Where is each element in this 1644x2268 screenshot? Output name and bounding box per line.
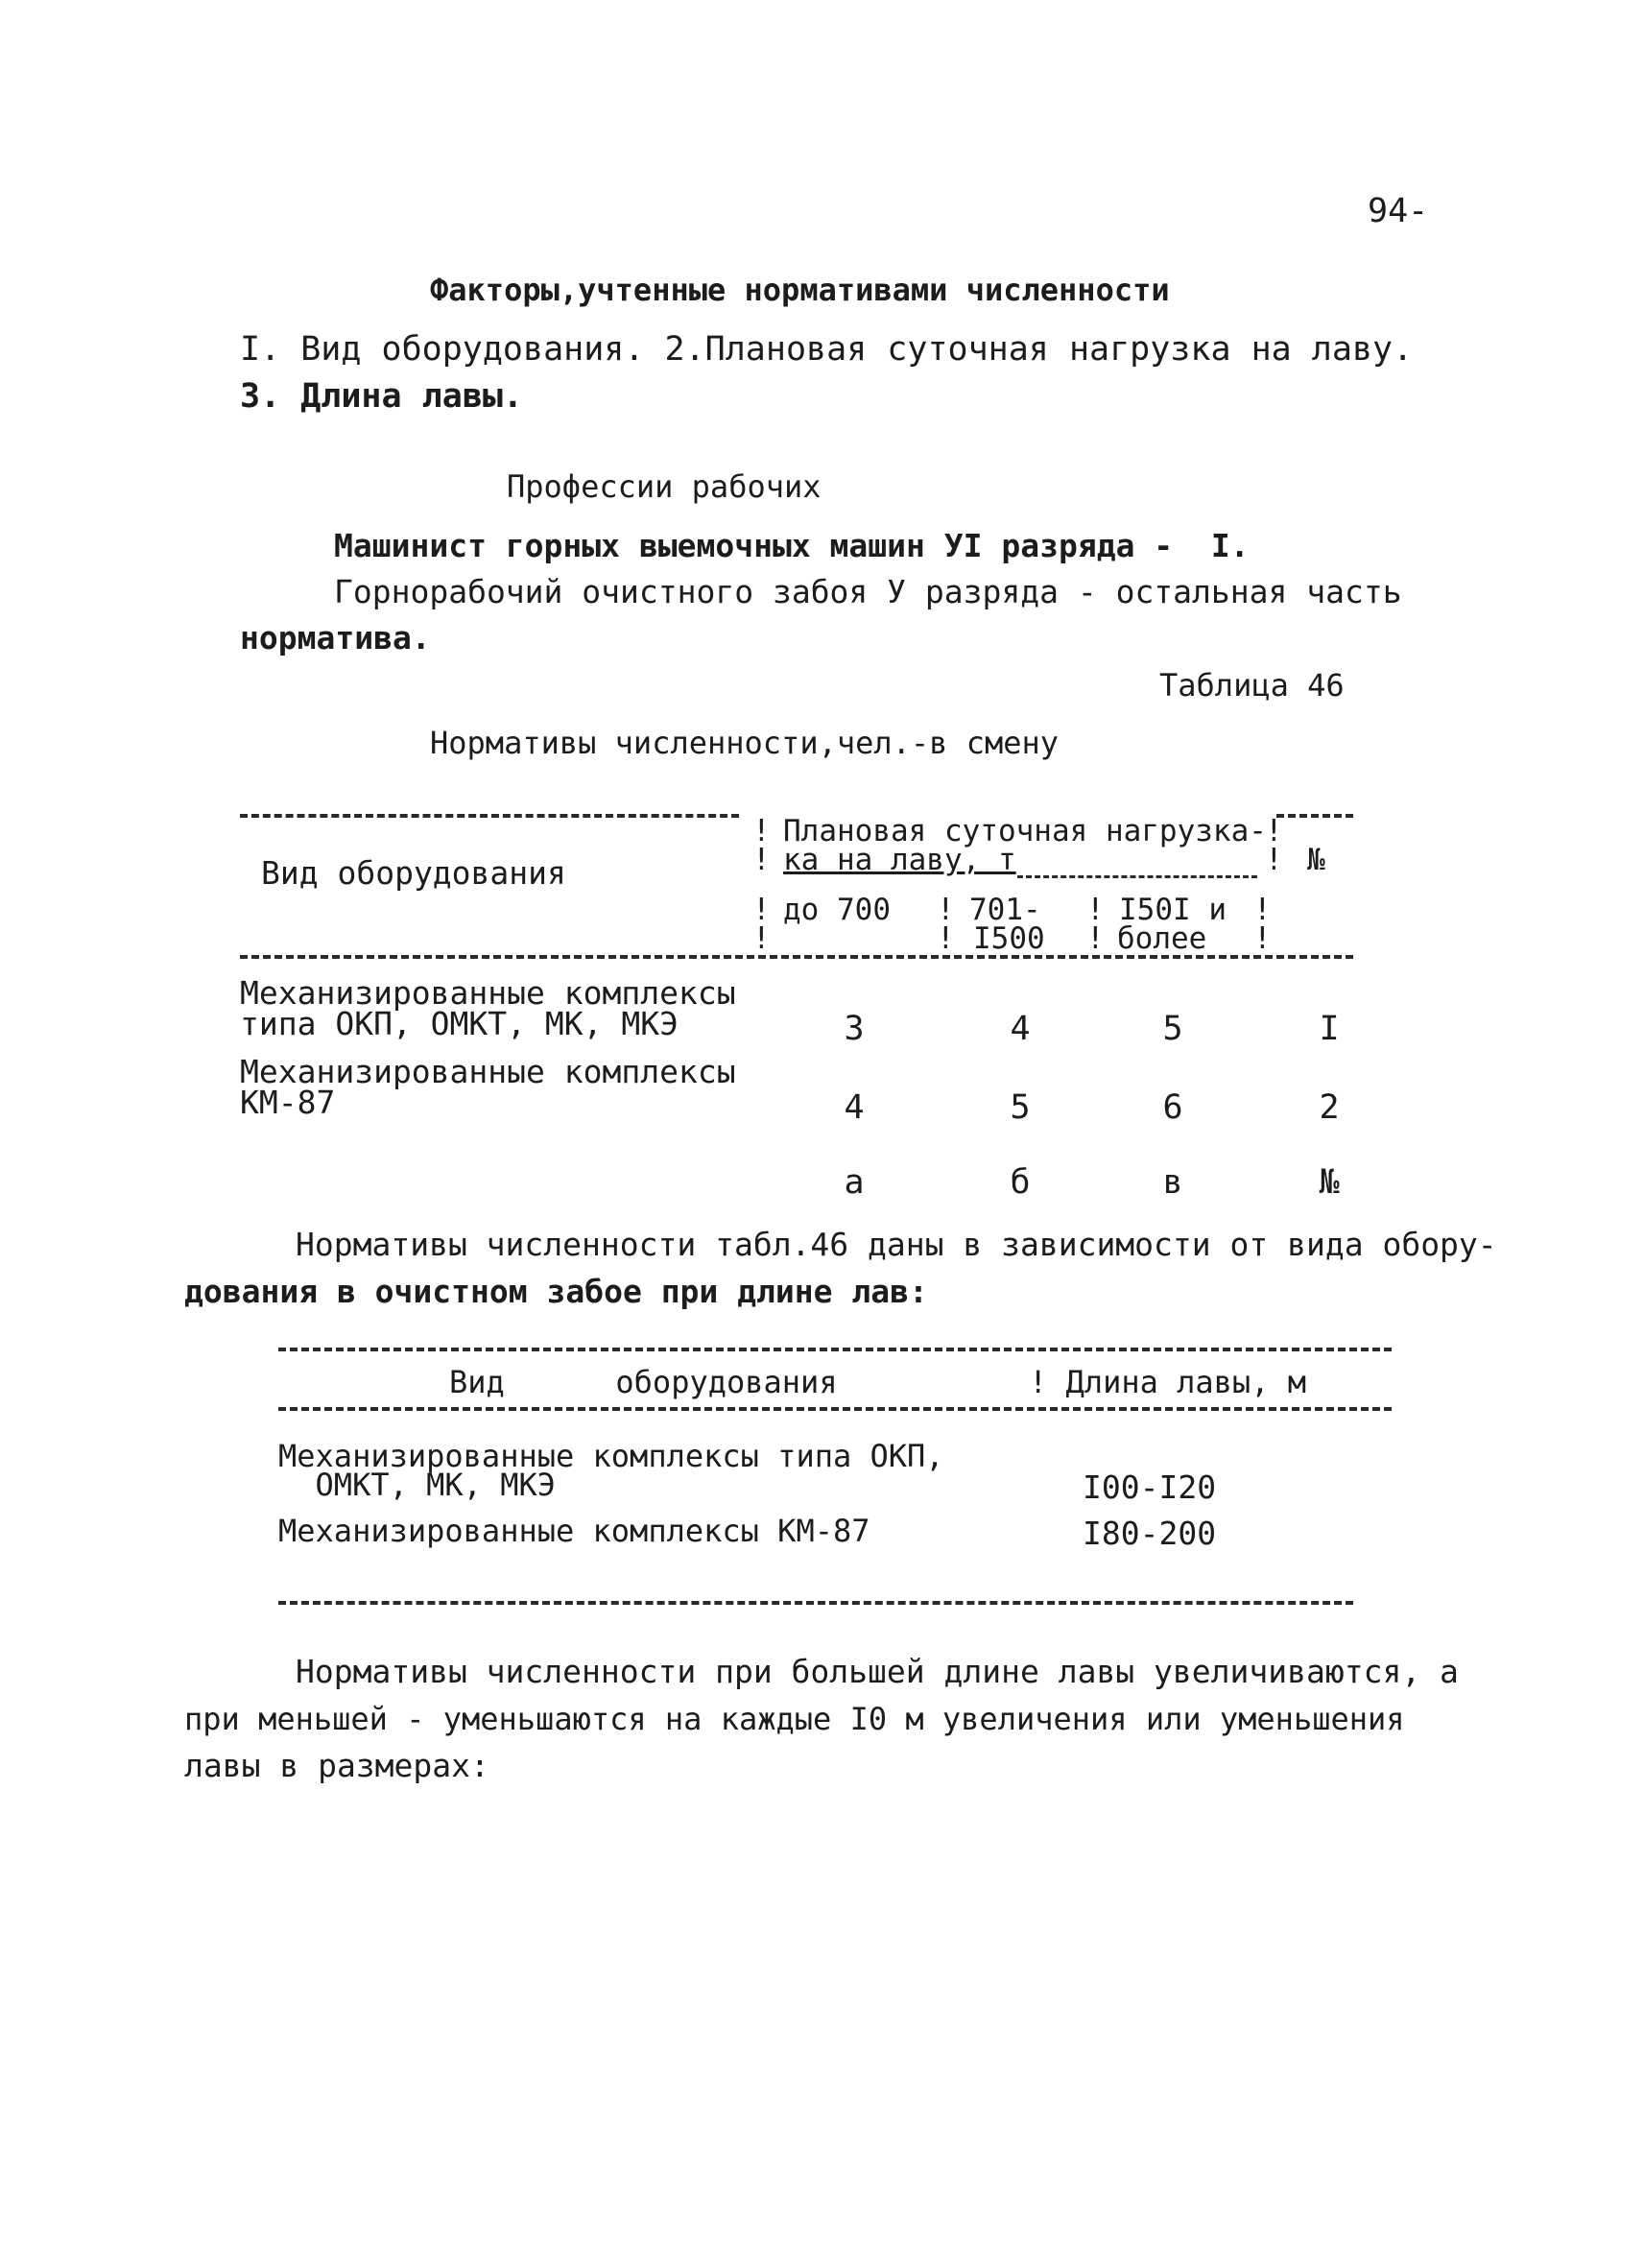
paragraph-2-line-3: лавы в размерах:: [184, 1747, 489, 1784]
page-number: 94-: [1368, 192, 1429, 230]
length-row-1-name-line-2: ОМКТ, МК, МКЭ: [278, 1467, 556, 1503]
professions-line-1: Машинист горных выемочных машин УI разряда - I.: [334, 527, 1250, 564]
table-rule: [1276, 814, 1353, 818]
header-num: №: [1307, 843, 1325, 877]
length-row-2-name-line-1: Механизированные комплексы КМ-87: [278, 1513, 870, 1549]
length-row-1-value: I00-I20: [1083, 1468, 1217, 1506]
row-1-number: I: [1319, 1010, 1340, 1048]
table-46-label: Таблица 46: [1159, 667, 1345, 704]
length-row-1-name-line-1: Механизированные комплексы типа ОКП,: [278, 1438, 944, 1474]
factors-line-2: 3. Длина лавы.: [240, 377, 524, 416]
row-2-name-line-2: КМ-87: [240, 1084, 336, 1121]
footer-col-b: б: [1010, 1163, 1031, 1202]
row-1-value-2: 4: [1010, 1010, 1031, 1048]
factors-title: Факторы,учтенные нормативами численности: [430, 272, 1170, 308]
header-col-2-line-1: 701-: [969, 893, 1041, 927]
header-separator: !: [1086, 921, 1105, 956]
header-separator: !: [1253, 921, 1272, 956]
table-rule: [278, 1407, 1392, 1411]
row-2-value-3: 6: [1162, 1088, 1183, 1127]
row-2-value-1: 4: [844, 1088, 865, 1127]
professions-line-3: норматива.: [240, 619, 431, 657]
header-separator: !: [1253, 893, 1272, 927]
length-row-2-value: I80-200: [1083, 1515, 1217, 1552]
header-separator: !: [752, 921, 771, 956]
table-rule: [278, 1348, 1392, 1351]
header-length: ! Длина лавы, м: [1029, 1364, 1306, 1400]
paragraph-1-line-2: дования в очистном забое при длине лав:: [184, 1273, 928, 1310]
row-1-name-line-1: Механизированные комплексы: [240, 974, 736, 1012]
header-load-group-line-1: Плановая суточная нагрузка-: [783, 814, 1267, 848]
header-separator: !: [937, 893, 955, 927]
professions-title: Профессии рабочих: [507, 468, 822, 505]
header-separator: !: [937, 921, 955, 956]
row-1-name-line-2: типа ОКП, ОМКТ, МК, МКЭ: [240, 1005, 679, 1042]
header-equipment: Вид оборудования: [449, 1364, 838, 1400]
header-col-2-line-2: I500: [973, 921, 1045, 956]
header-col-3-line-1: I50I и: [1119, 893, 1227, 927]
professions-line-2: Горнорабочий очистного забоя У разряда - остальная часть: [334, 573, 1402, 610]
row-1-value-1: 3: [844, 1010, 865, 1048]
table-46-caption: Нормативы численности,чел.-в смену: [430, 725, 1060, 761]
paragraph-2-line-2: при меньшей - уменьшаются на каждые I0 м увеличения или уменьшения: [184, 1701, 1405, 1737]
header-separator: !: [1086, 893, 1105, 927]
table-rule: [1017, 875, 1257, 878]
footer-col-num: №: [1319, 1163, 1340, 1202]
row-2-number: 2: [1319, 1088, 1340, 1127]
header-separator: !: [1265, 843, 1283, 877]
row-2-name-line-1: Механизированные комплексы: [240, 1053, 736, 1090]
row-1-value-3: 5: [1162, 1010, 1183, 1048]
header-separator: !: [1265, 814, 1283, 848]
header-load-group-line-2: ка на лаву, т: [783, 843, 1016, 877]
header-col-3-line-2: более: [1117, 921, 1207, 956]
header-col-1: до 700: [783, 893, 891, 927]
table-rule: [240, 955, 1353, 959]
paragraph-2-line-1: Нормативы численности при большей длине лавы увеличиваются, а: [296, 1653, 1459, 1690]
factors-line-1: I. Вид оборудования. 2.Плановая суточная нагрузка на лаву.: [240, 330, 1414, 369]
header-separator: !: [752, 893, 771, 927]
header-separator: !: [752, 843, 771, 877]
footer-col-a: а: [844, 1163, 865, 1202]
table-rule: [240, 814, 739, 818]
paragraph-1-line-1: Нормативы численности табл.46 даны в зависимости от вида обору-: [296, 1226, 1497, 1263]
row-2-value-2: 5: [1010, 1088, 1031, 1127]
footer-col-c: в: [1162, 1163, 1183, 1202]
header-equipment: Вид оборудования: [261, 854, 566, 892]
table-rule: [278, 1601, 1353, 1605]
header-separator: !: [752, 814, 771, 848]
